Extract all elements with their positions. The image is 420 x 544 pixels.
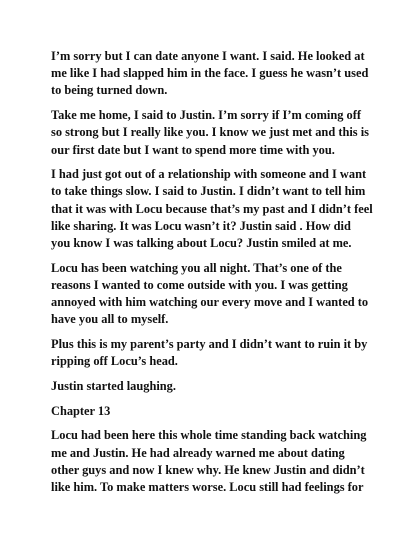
paragraph: Take me home, I said to Justin. I’m sorry if I’m coming off so strong but I really like you. I know we just met and this is our first date but I want to spend more time with you. <box>51 108 369 157</box>
document-page <box>51 48 373 504</box>
paragraph: Justin started laughing. <box>51 378 176 393</box>
chapter-heading: Chapter 13 <box>51 403 111 418</box>
paragraph: Plus this is my parent’s party and I didn’t want to ruin it by ripping off Locu’s head. <box>51 337 368 369</box>
paragraph: I’m sorry but I can date anyone I want. I said. He looked at me like I had slapped him in the face. I guess he wasn’t used to being turned down. <box>51 49 369 98</box>
paragraph: I had just got out of a relationship with someone and I want to take things slow. I said to Justin. I didn’t want to tell him that it was with Locu because that’s my past and I didn’t feel like sharing. It was Locu wasn’t it? Justin said . How did you know I was talking about Locu? Justin smiled at me. <box>51 167 373 251</box>
paragraph: Locu had been here this whole time standing back watching me and Justin. He had already warned me about dating other guys and now I knew why. He knew Justin and didn’t like him. To make matters worse. Locu still had feelings for <box>51 428 367 494</box>
paragraph: Locu has been watching you all night. That’s one of the reasons I wanted to come outside with you. I was getting annoyed with him watching our every move and I wanted to have you all to myself. <box>51 260 369 327</box>
